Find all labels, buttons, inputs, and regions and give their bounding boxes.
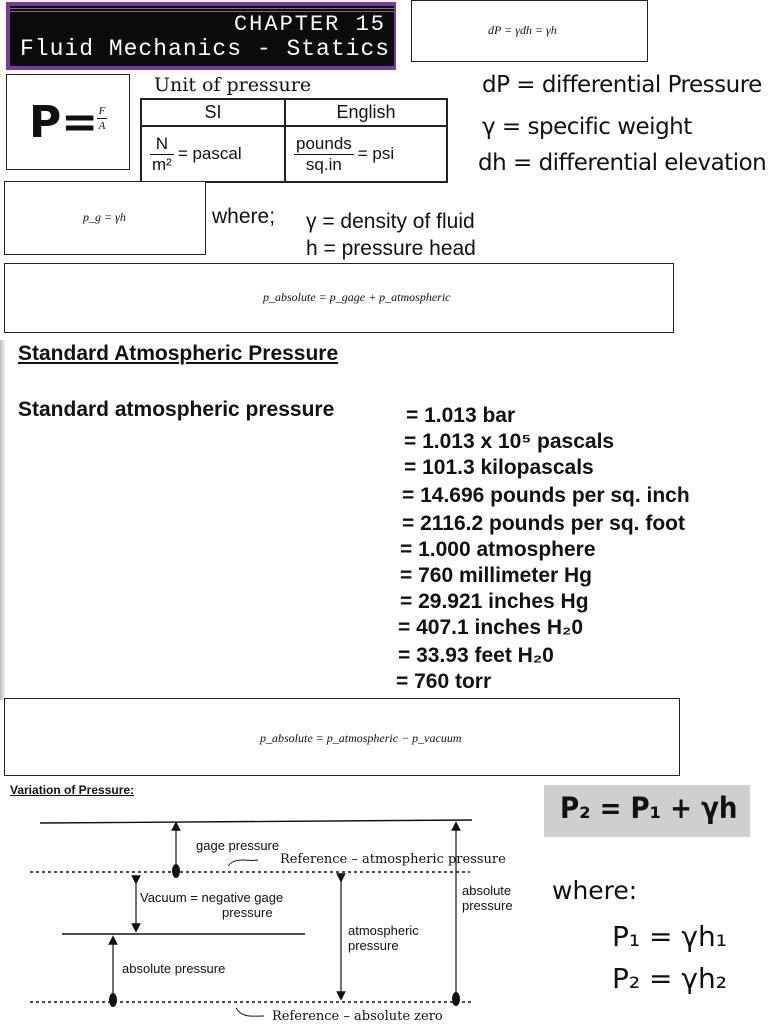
unit-title: Unit of pressure [154, 74, 312, 96]
variation-heading: Variation of Pressure: [10, 783, 135, 797]
standard-value: = 760 millimeter Hg [400, 564, 593, 587]
p2-definition: P₂ = γh₂ [612, 962, 727, 995]
p2-equation-box [544, 785, 750, 837]
formula-pg: p_g = γh [83, 210, 126, 224]
label-vacuum-2: pressure [222, 905, 273, 920]
definition-dp: dP = differential Pressure [482, 72, 762, 98]
formula-absolute-gage: p_absolute = p_gage + p_atmospheric [263, 290, 451, 304]
standard-value: = 29.921 inches Hg [400, 590, 589, 613]
formula-box-pressure [6, 74, 130, 170]
english-denominator: sq.in [305, 154, 342, 174]
unit-header-si: SI [141, 99, 285, 126]
standard-value: = 14.696 pounds per sq. inch [402, 484, 690, 507]
standard-value: = 1.013 bar [406, 404, 516, 427]
definition-dh: dh = differential elevation [478, 150, 767, 176]
unit-english-cell [285, 126, 447, 182]
absolute-point [109, 993, 117, 1007]
english-numerator: pounds [296, 133, 352, 153]
total-absolute-point [452, 992, 460, 1006]
label-atmospheric-1: atmospheric [348, 923, 419, 938]
formula-box-absolute-gage [4, 263, 674, 333]
gage-point [172, 864, 180, 878]
standard-value: = 1.013 x 10⁵ pascals [404, 430, 615, 453]
standard-value: = 407.1 inches H₂0 [398, 616, 584, 639]
chapter-banner [10, 6, 394, 66]
reference-pointer [228, 860, 258, 866]
label-atmospheric-2: pressure [348, 938, 399, 953]
label-absolute-pressure: absolute pressure [122, 961, 226, 976]
where-label: where; [212, 205, 276, 228]
formula-absolute-vacuum: p_absolute = p_atmospheric − p_vacuum [260, 731, 462, 745]
p1-definition: P₁ = γh₁ [612, 920, 727, 953]
p2-equation: P₂ = P₁ + γh [560, 791, 738, 825]
standard-value: = 33.93 feet H₂0 [398, 644, 554, 667]
si-numerator: N [150, 134, 174, 155]
where-gamma: γ = density of fluid [306, 210, 475, 233]
fraction-bar [97, 118, 107, 119]
top-level-line [40, 820, 472, 823]
formula-fraction [97, 105, 107, 132]
label-gage-pressure: gage pressure [196, 838, 280, 853]
scan-noise [0, 340, 6, 700]
label-absolute-2: pressure [462, 898, 513, 913]
chapter-number: CHAPTER 15 [233, 12, 386, 37]
chapter-title: Fluid Mechanics - Statics [20, 36, 391, 62]
standard-value: = 2116.2 pounds per sq. foot [402, 512, 685, 535]
label-reference-atmospheric: Reference – atmospheric pressure [280, 852, 506, 867]
zero-pointer [236, 1008, 264, 1016]
label-vacuum-1: Vacuum = negative gage [140, 890, 284, 905]
fraction-denominator: A [98, 120, 106, 132]
unit-si-cell [141, 126, 285, 182]
formula-p-label: P= [29, 97, 99, 148]
label-reference-zero: Reference – absolute zero [272, 1009, 443, 1024]
formula-dp: dP = γdh = γh [488, 23, 557, 37]
definition-gamma: γ = specific weight [482, 114, 692, 140]
english-fraction [294, 134, 354, 175]
unit-header-english: English [285, 99, 447, 126]
standard-label: Standard atmospheric pressure [18, 398, 335, 421]
standard-value: = 760 torr [396, 670, 492, 693]
formula-box-absolute-vacuum [4, 698, 680, 776]
label-absolute-1: absolute [462, 883, 512, 898]
standard-value: = 101.3 kilopascals [404, 456, 594, 479]
si-fraction [150, 134, 174, 175]
english-unit-name: = psi [357, 143, 395, 163]
unit-table [140, 98, 448, 183]
si-denominator: m² [152, 154, 172, 174]
si-unit-name: = pascal [177, 143, 242, 163]
formula-box-dp [411, 0, 648, 62]
standard-heading: Standard Atmospheric Pressure [18, 342, 339, 365]
banner-rule [10, 8, 394, 9]
standard-value: = 1.000 atmosphere [400, 538, 596, 561]
where-h: h = pressure head [306, 237, 476, 260]
fraction-numerator: F [98, 105, 106, 117]
where2-label: where: [552, 876, 638, 905]
formula-box-pg [4, 181, 206, 255]
